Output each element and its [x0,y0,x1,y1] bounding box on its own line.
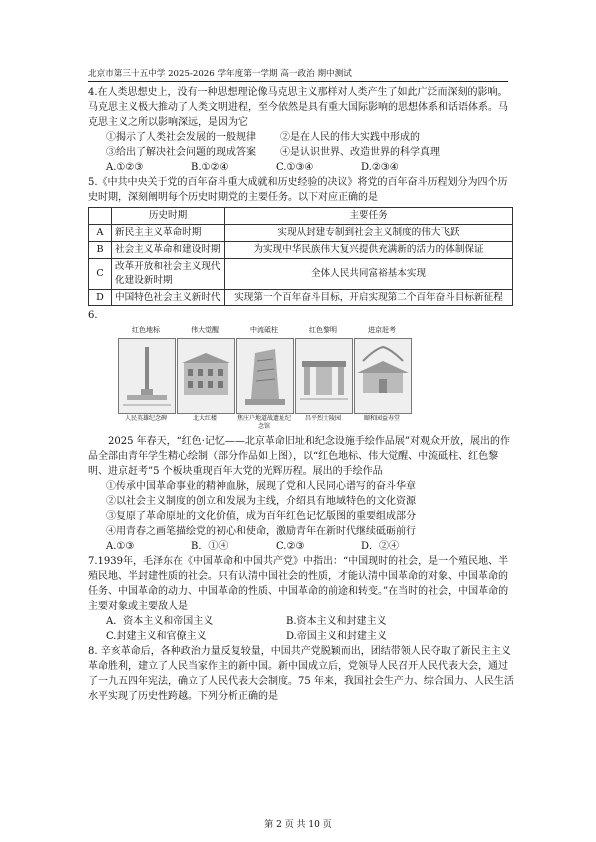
q4-option-b: B.①②④ [191,162,229,173]
q6-card-2-title: 伟大觉醒 [191,326,219,335]
q4-item-3: ③给出了解决社会问题的现成答案 [106,147,256,158]
q5-row-c-label: C [89,258,112,289]
monument-sketch-image [118,338,176,414]
q7-options-row-2 [88,629,516,644]
q4-item-2: ②是在人民的伟大实践中形成的 [280,132,420,143]
q5-row-c-period: 改革开放和社会主义现代化建设新时期 [112,258,225,289]
q5-header-task: 主要任务 [225,208,513,225]
question-8 [88,644,516,704]
q5-header-blank [89,208,112,225]
q6-card-4-title: 红色黎明 [309,326,337,335]
q6-item-2: ②以社会主义制度的创立和发展为主线，介绍具有地域特色的文化资源 [106,496,416,508]
q6-item-4: ④用青春之画笔描绘党的初心和使命，激励青年在新时代继续砥砺前行 [106,526,416,538]
question-6 [88,308,516,554]
q8-stem: 8. 辛亥革命后，各种政治力量反复较量，中国共产党脱颖而出，团结带领人民夺取了新民主主义革命胜利，建立了人民当家作主的新中国。新中国成立后，党领导人民召开人民代表大会，通过了一九五四年宪法，确立了人民代表大会制度。75 年来，我国社会生产力、综合国力、人民生活水平实现了历史性跨越。下列分析正确的是 [88,646,514,703]
q6-option-b: B．①④ [191,541,229,553]
q5-table [88,207,513,306]
q5-row-c-task: 全体人民共同富裕基本实现 [225,258,513,289]
page-header: 北京市第三十五中学 2025-2026 学年度第一学期 高一政治 期中测试 [88,67,508,82]
q5-table-header [89,208,513,225]
q6-card-1-caption: 人民英雄纪念碑 [124,415,167,423]
q5-row-b-label: B [89,241,112,258]
q4-option-c: C.①③④ [276,162,314,173]
q5-row-c [89,258,513,289]
q5-row-a-task: 实现从封建专制到社会主义制度的伟大飞跃 [225,224,513,241]
q6-card-2 [177,326,233,430]
q5-row-d-period: 中国特色社会主义新时代 [112,289,225,306]
q6-number: 6. [88,310,98,322]
page-footer: 第 2 页 共 10 页 [264,820,332,830]
q7-option-d: D.帝国主义和封建主义 [286,631,387,643]
q5-row-a-period: 新民主主义革命时期 [112,224,225,241]
memorial-gate-sketch-image [295,338,353,414]
q6-card-1 [118,326,174,430]
q4-items-row-2 [88,145,516,160]
q6-card-4 [295,326,351,430]
q6-card-1-title: 红色地标 [132,326,160,335]
q5-row-b [89,241,513,258]
q5-row-a-label: A [89,224,112,241]
q6-card-5 [354,326,410,430]
q4-items-row-1 [88,130,516,145]
q4-option-d: D.②③④ [361,162,399,173]
q5-header-period: 历史时期 [112,208,225,225]
q7-option-a: A．资本主义和帝国主义 [106,616,214,628]
q6-card-3-title: 中流砥柱 [250,326,278,335]
q7-option-c: C.封建主义和官僚主义 [106,631,207,643]
q4-stem: 4.在人类思想史上，没有一种思想理论像马克思主义那样对人类产生了如此广泛而深刻的影响。马克思主义极大推动了人类文明进程，至今依然是具有重大国际影响的思想体系和话语体系。马克思主义之所以影响深远，是因为它 [88,87,508,128]
q6-card-3 [236,326,292,430]
q6-card-5-title: 进京赶考 [368,326,396,335]
exam-content [88,85,516,704]
q4-options [88,160,516,175]
q5-stem: 5.《中共中央关于党的百年奋斗重大成就和历史经验的决议》将党的百年奋斗历程划分为四个历史时期，深刻阐明每个历史时期党的主要任务。以下对应正确的是 [88,177,508,203]
memorial-sculpture-sketch-image [236,338,294,414]
q6-card-4-caption: 昌平烈士陵园 [304,415,341,423]
q6-option-a: A.①③ [106,541,135,553]
q4-option-a: A.①②③ [106,162,144,173]
q6-stem: 2025 年春天，“红色·记忆——北京革命旧址和纪念设施手绘作品展”对观众开放，展出的作品全部由青年学生精心绘制（部分作品如上图），以“红色地标、伟大觉醒、中流砥柱、红色黎明、进京赶考”5 个板块重现百年大党的光辉历程。展出的手绘作品 [88,436,511,478]
q7-options-row-1 [88,614,516,629]
q5-row-a [89,224,513,241]
q7-stem: 7.1939年，毛泽东在《中国革命和中国共产党》中指出：“中国现时的社会，是一个殖民地、半殖民地、半封建性质的社会。只有认清中国社会的性质，才能认清中国革命的对象、中国革命的任务、中国革命的动力、中国革命的性质、中国革命的前途和转变。”在当时的社会，中国革命的主要对象或主要敌人是 [88,556,509,613]
q6-drawing-gallery [118,326,410,430]
q6-option-c: C.②③ [276,541,305,553]
question-5 [88,175,516,306]
q5-row-d-label: D [89,289,112,306]
red-building-sketch-image [177,338,235,414]
q6-card-2-caption: 北大红楼 [192,415,217,423]
q6-item-1: ①传承中国革命事业的精神血脉，展现了党和人民同心谱写的奋斗华章 [106,481,416,493]
q6-options [88,539,516,554]
q5-row-b-period: 社会主义革命和建设时期 [112,241,225,258]
q7-option-b: B.资本主义和封建主义 [286,616,387,628]
question-7 [88,554,516,644]
pavilion-sketch-image [354,338,412,414]
q6-option-d: D．②④ [361,541,400,553]
q5-row-d [89,289,513,306]
q4-item-1: ①揭示了人类社会发展的一般规律 [106,132,256,143]
q5-row-b-task: 为实现中华民族伟大复兴提供充满新的活力的体制保证 [225,241,513,258]
question-4 [88,85,516,175]
q5-row-d-task: 实现第一个百年奋斗目标，开启实现第二个百年奋斗目标新征程 [225,289,513,306]
q6-card-3-caption: 焦庄户地道战遗址纪念馆 [236,415,291,430]
q4-item-4: ④是认识世界、改造世界的科学真理 [280,147,440,158]
q6-card-5-caption: 颐和园益寿堂 [363,415,400,423]
q6-item-3: ③复原了革命原址的文化价值，成为百年红色记忆版图的重要组成部分 [106,511,416,523]
